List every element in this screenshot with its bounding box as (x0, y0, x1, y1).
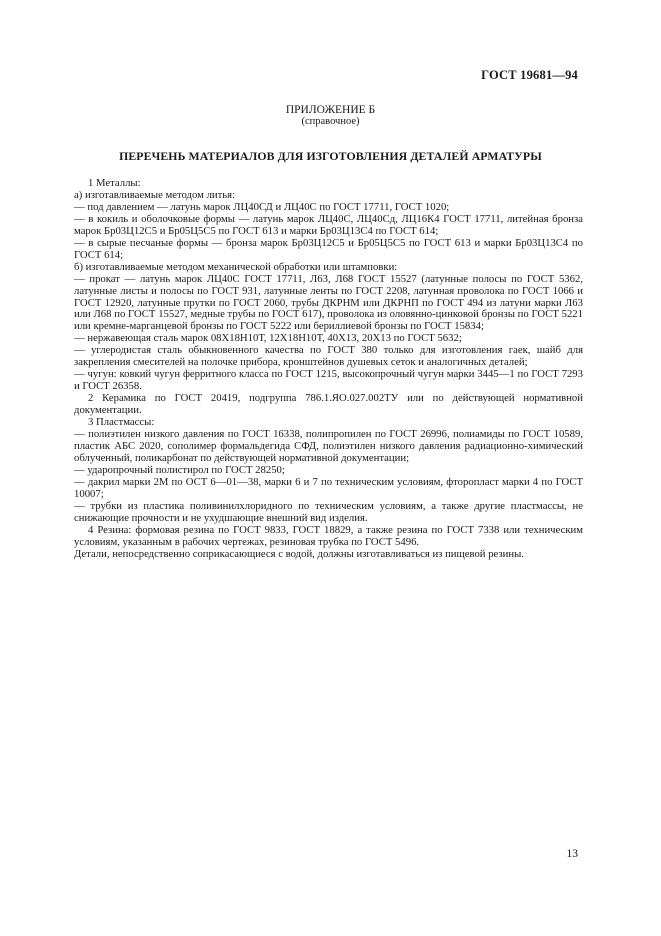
paragraph-pressure-casting: — под давлением — латунь марок ЛЦ40СД и ЛЦ40С по ГОСТ 17711, ГОСТ 1020; (74, 200, 450, 213)
body-text (74, 178, 583, 561)
paragraph-rolled-metal: — прокат — латунь марок ЛЦ40С ГОСТ 17711, Л63, Л68 ГОСТ 15527 (латунные полосы по ГОСТ 5362, латунные листы и полосы по ГОСТ 931, латунные ленты по ГОСТ 2208, латунная проволока по ГОСТ 1066 и ГОСТ 12920, латунные прутки по ГОСТ 2060, трубы ДКРНМ или ДКРНП по ГОСТ 494 из латуни марки Л63 или Л68 по ГОСТ 15527, медные трубы по ГОСТ 617), проволока из оловянно-цинковой бронзы по ГОСТ 5221 или кремне-марганцевой бронзы по ГОСТ 5222 или бериллиевой бронзы по ГОСТ 15834; (74, 272, 583, 333)
paragraph-pvc-tubes: — трубки из пластика поливинилхлоридного по техническим условиям, а также другие пластмассы, не снижающие прочности и не ухудшающие внешний вид изделия. (74, 499, 583, 524)
paragraph-sand-casting: — в сырые песчаные формы — бронза марок Бр03Ц12С5 и Бр05Ц5С5 по ГОСТ 613 и марки Бр03Ц13С4 по ГОСТ 614; (74, 236, 583, 261)
paragraph-polyethylene: — полиэтилен низкого давления по ГОСТ 16338, полипропилен по ГОСТ 26996, полиамиды по ГОСТ 10589, пластик АБС 2020, сополимер формальдегида СФД, полиэтилен низкого давления радиационно-химический облученный, поликарбонат по действующей нормативной документации; (74, 428, 583, 464)
paragraph-carbon-steel: — углеродистая сталь обыкновенного качества по ГОСТ 380 только для изготовления гаек, шайб для закрепления смесителей на полочке прибора, кронштейнов душевых сеток и аналогичных деталей; (74, 344, 583, 369)
paragraph-rubber: 4 Резина: формовая резина по ГОСТ 9833, ГОСТ 18829, а также резина по ГОСТ 7338 или техническим условиям, указанным в рабочих чертежах, резиновая трубка по ГОСТ 5496. (74, 523, 583, 548)
page-number: 13 (566, 848, 578, 860)
paragraph-machined-heading: б) изготавливаемые методом механической обработки или штамповки: (74, 260, 398, 273)
paragraph-stainless-steel: — нержавеющая сталь марок 08Х18Н10Т, 12Х18Н10Т, 40Х13, 20Х13 по ГОСТ 5632; (74, 332, 462, 345)
appendix-note: (справочное) (301, 116, 360, 127)
section-title: ПЕРЕЧЕНЬ МАТЕРИАЛОВ ДЛЯ ИЗГОТОВЛЕНИЯ ДЕТАЛЕЙ АРМАТУРЫ (119, 149, 542, 163)
paragraph-food-rubber-note: Детали, непосредственно соприкасающиеся с водой, должны изготавливаться из пищевой резины. (74, 547, 524, 560)
paragraph-cast-iron: — чугун: ковкий чугун ферритного класса по ГОСТ 1215, высокопрочный чугун марки 3445—1 по ГОСТ 7293 и ГОСТ 26358. (74, 368, 583, 393)
paragraph-cast-heading: а) изготавливаемые методом литья: (74, 188, 236, 201)
paragraph-plastics-heading: 3 Пластмассы: (88, 416, 155, 429)
paragraph-polystyrene: — ударопрочный полистирол по ГОСТ 28250; (74, 463, 285, 476)
paragraph-chill-casting: — в кокиль и оболочковые формы — латунь марок ЛЦ40С, ЛЦ40Сд, ЛЦ16К4 ГОСТ 17711, литейная бронза марок Бр03Ц12С5 и Бр05Ц5С5 по ГОСТ 613 и марки Бр03Ц13С4 по ГОСТ 614; (74, 212, 583, 237)
appendix-heading (0, 104, 661, 128)
paragraph-metals-heading: 1 Металлы: (88, 177, 141, 189)
paragraph-ceramics: 2 Керамика по ГОСТ 20419, подгруппа 786.1.ЯО.027.002ТУ или по действующей нормативной документации. (74, 392, 583, 417)
paragraph-dacryl: — дакрил марки 2М по ОСТ 6—01—38, марки 6 и 7 по техническим условиям, фторопласт марки 4 по ГОСТ 10007; (74, 475, 583, 500)
appendix-label: ПРИЛОЖЕНИЕ Б (285, 104, 376, 116)
document-number-header: ГОСТ 19681—94 (481, 68, 578, 82)
